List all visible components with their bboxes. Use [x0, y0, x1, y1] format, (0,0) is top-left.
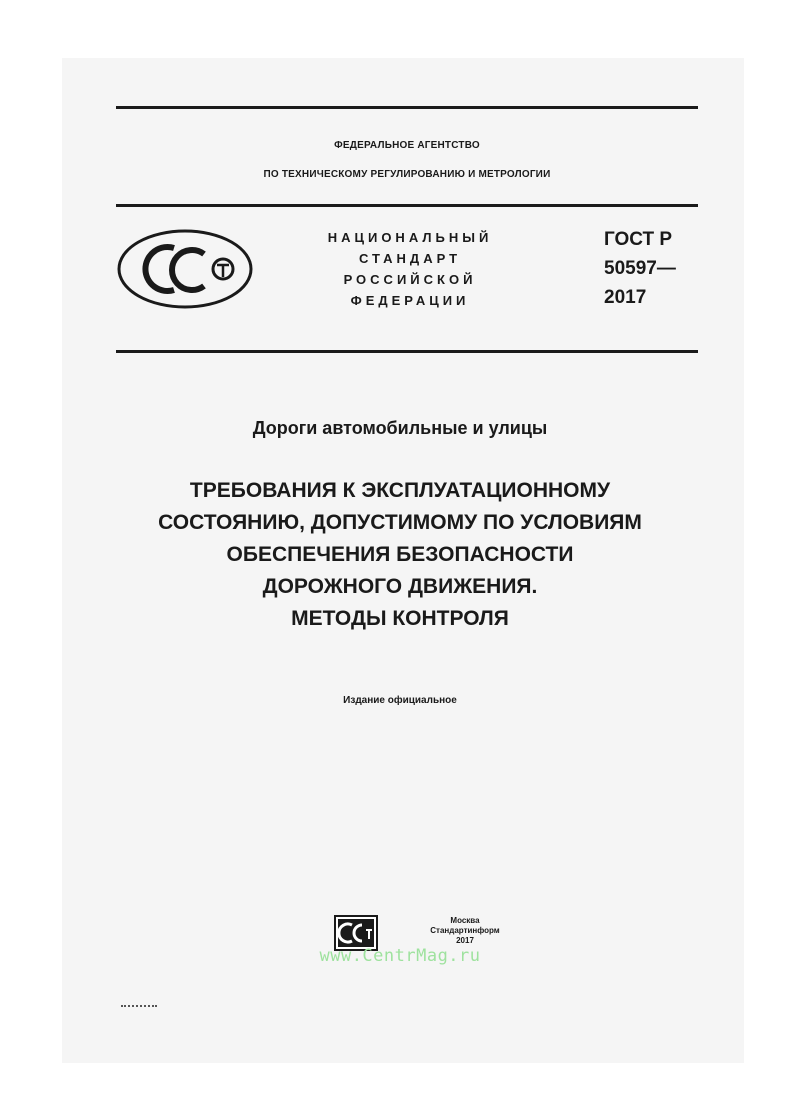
agency-line-1: ФЕДЕРАЛЬНОЕ АГЕНТСТВО: [334, 140, 480, 151]
document-subject: Дороги автомобильные и улицы: [252, 418, 548, 438]
document-title: [0, 475, 800, 635]
gost-number: [604, 225, 676, 312]
national-line: СТАНДАРТ: [358, 251, 462, 266]
gost-line: 2017: [604, 287, 647, 308]
title-line: МЕТОДЫ КОНТРОЛЯ: [291, 607, 509, 630]
publisher-year: 2017: [456, 936, 474, 945]
publisher-city: Москва: [450, 916, 480, 925]
title-line: ОБЕСПЕЧЕНИЯ БЕЗОПАСНОСТИ: [226, 543, 574, 566]
gost-line: ГОСТ Р: [604, 229, 673, 250]
national-line: РОССИЙСКОЙ: [343, 272, 477, 287]
national-line: НАЦИОНАЛЬНЫЙ: [327, 230, 493, 245]
title-line: СОСТОЯНИЮ, ДОПУСТИМОМУ ПО УСЛОВИЯМ: [158, 511, 642, 534]
title-line: ДОРОЖНОГО ДВИЖЕНИЯ.: [262, 575, 538, 598]
watermark-text: www.CentrMag.ru: [319, 946, 481, 966]
bottom-rule: [116, 350, 698, 353]
national-line: ФЕДЕРАЦИИ: [350, 293, 470, 308]
rst-logo-icon: [116, 228, 254, 310]
middle-rule: [116, 204, 698, 207]
title-line: ТРЕБОВАНИЯ К ЭКСПЛУАТАЦИОННОМУ: [189, 479, 611, 502]
gost-line: 50597—: [604, 258, 676, 279]
agency-line-2: ПО ТЕХНИЧЕСКОМУ РЕГУЛИРОВАНИЮ И МЕТРОЛОГИИ: [263, 169, 551, 180]
national-standard-label: [290, 227, 530, 311]
top-rule: [116, 106, 698, 109]
publisher-name: Стандартинформ: [430, 926, 500, 935]
publisher-info: [410, 916, 520, 946]
footer-mark: [121, 1005, 157, 1010]
edition-label: Издание официальное: [343, 695, 457, 706]
